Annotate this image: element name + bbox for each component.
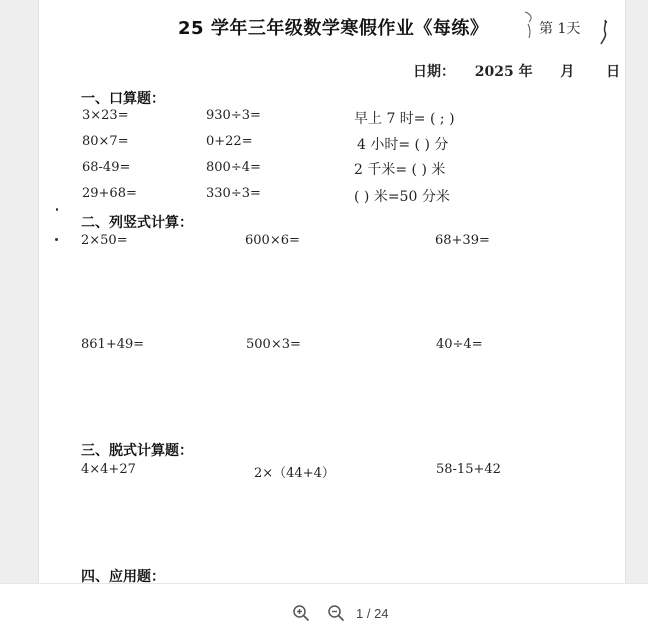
oral-problem: 80×7= (82, 134, 129, 149)
oral-problem: 330÷3= (206, 186, 261, 201)
pen-mark-2 (597, 18, 613, 46)
worksheet-title: 25 学年三年级数学寒假作业《每练》 (178, 18, 489, 39)
vertical-problem: 40÷4= (436, 337, 483, 352)
zoom-out-icon[interactable] (327, 604, 345, 622)
vertical-problem: 2×50= (81, 233, 128, 248)
scan-speck (56, 208, 58, 211)
date-label: 日期： (413, 64, 455, 80)
section-stepwise-heading: 三、脱式计算题： (81, 443, 193, 459)
viewer-toolbar (0, 583, 648, 638)
vertical-problem: 600×6= (245, 233, 300, 248)
conversion-problem: 4 小时= ( ) 分 (357, 137, 449, 153)
date-line (413, 61, 620, 81)
oral-problem: 930÷3= (206, 108, 261, 123)
stepwise-problem: 2×（44+4） (254, 466, 335, 481)
scan-speck (55, 238, 58, 241)
day-label: 第 1天 (539, 21, 581, 37)
conversion-problem: 早上 7 时= ( ; ) (354, 111, 455, 127)
vertical-problem: 500×3= (246, 337, 301, 352)
section-vertical-heading: 二、列竖式计算： (81, 215, 193, 231)
oral-problem: 3×23= (82, 108, 129, 123)
date-month: 月 (560, 64, 575, 80)
oral-problem: 68-49= (82, 160, 131, 175)
stepwise-problem: 4×4+27 (81, 462, 136, 477)
vertical-problem: 861+49= (81, 337, 145, 352)
oral-problem: 29+68= (82, 186, 137, 201)
date-year: 2025 年 (474, 64, 533, 80)
oral-problem: 800÷4= (206, 160, 261, 175)
document-page (38, 0, 626, 583)
date-day: 日 (606, 64, 621, 80)
stepwise-problem: 58-15+42 (436, 462, 501, 477)
conversion-problem: ( ) 米=50 分米 (354, 189, 450, 205)
oral-problem: 0+22= (206, 134, 253, 149)
section-application-heading: 四、应用题： (81, 569, 165, 583)
conversion-problem: 2 千米= ( ) 米 (354, 162, 446, 178)
page-indicator: 1 / 24 (356, 606, 389, 621)
section-oral-heading: 一、口算题： (81, 91, 165, 107)
zoom-in-icon[interactable] (292, 604, 310, 622)
vertical-problem: 68+39= (435, 233, 490, 248)
